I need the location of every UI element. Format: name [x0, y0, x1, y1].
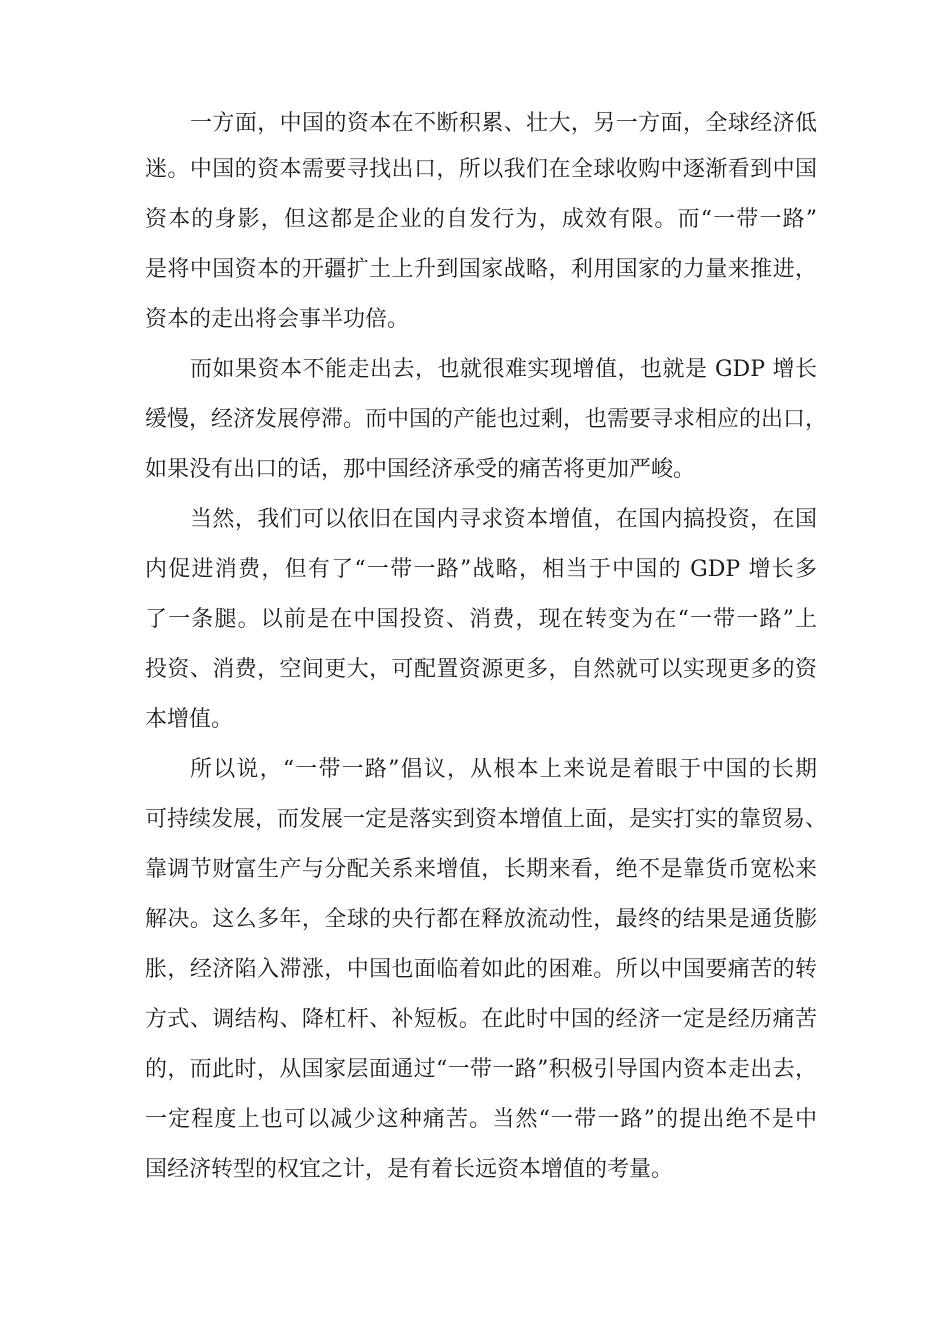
paragraph-4-line-8: 一定程度上也可以减少这种痛苦。当然“一带一路”的提出绝不是中 — [145, 1107, 817, 1132]
paragraph-4-line-9: 国经济转型的权宜之计，是有着长远资本增值的考量。 — [145, 1157, 674, 1182]
paragraph-1-line-4: 是将中国资本的开疆扩土上升到国家战略，利用国家的力量来推进， — [145, 257, 817, 282]
paragraph-1-line-2: 迷。中国的资本需要寻找出口，所以我们在全球收购中逐渐看到中国 — [145, 157, 817, 182]
paragraph-3-line-2: 内促进消费，但有了“一带一路”战略，相当于中国的 GDP 增长多 — [145, 557, 817, 582]
paragraph-1-line-1: 一方面，中国的资本在不断积累、壮大，另一方面，全球经济低 — [190, 111, 817, 136]
paragraph-4-line-3: 靠调节财富生产与分配关系来增值，长期来看，绝不是靠货币宽松来 — [145, 857, 817, 882]
paragraph-4-line-7: 的，而此时，从国家层面通过“一带一路”积极引导国内资本走出去， — [145, 1057, 817, 1082]
paragraph-1-line-5: 资本的走出将会事半功倍。 — [145, 307, 410, 332]
paragraph-2-line-2: 缓慢，经济发展停滞。而中国的产能也过剩，也需要寻求相应的出口， — [145, 407, 828, 432]
paragraph-3-line-4: 投资、消费，空间更大，可配置资源更多，自然就可以实现更多的资 — [145, 657, 817, 682]
paragraph-2-line-3: 如果没有出口的话，那中国经济承受的痛苦将更加严峻。 — [145, 457, 696, 482]
paragraph-4-line-5: 胀，经济陷入滞涨，中国也面临着如此的困难。所以中国要痛苦的转 — [145, 957, 817, 982]
paragraph-3-line-1: 当然，我们可以依旧在国内寻求资本增值，在国内搞投资，在国 — [190, 507, 817, 532]
paragraph-4-line-1: 所以说，“一带一路”倡议，从根本上来说是着眼于中国的长期 — [190, 757, 817, 782]
paragraph-2-line-1: 而如果资本不能走出去，也就很难实现增值，也就是 GDP 增长 — [190, 357, 817, 382]
paragraph-1-line-3: 资本的身影，但这都是企业的自发行为，成效有限。而“一带一路” — [145, 207, 817, 232]
paragraph-4-line-2: 可持续发展，而发展一定是落实到资本增值上面，是实打实的靠贸易、 — [145, 807, 828, 832]
paragraph-3-line-3: 了一条腿。以前是在中国投资、消费，现在转变为在“一带一路”上 — [145, 607, 817, 632]
paragraph-4-line-6: 方式、调结构、降杠杆、补短板。在此时中国的经济一定是经历痛苦 — [145, 1007, 817, 1032]
paragraph-4-line-4: 解决。这么多年，全球的央行都在释放流动性，最终的结果是通货膨 — [145, 907, 817, 932]
paragraph-3-line-5: 本增值。 — [145, 707, 234, 732]
